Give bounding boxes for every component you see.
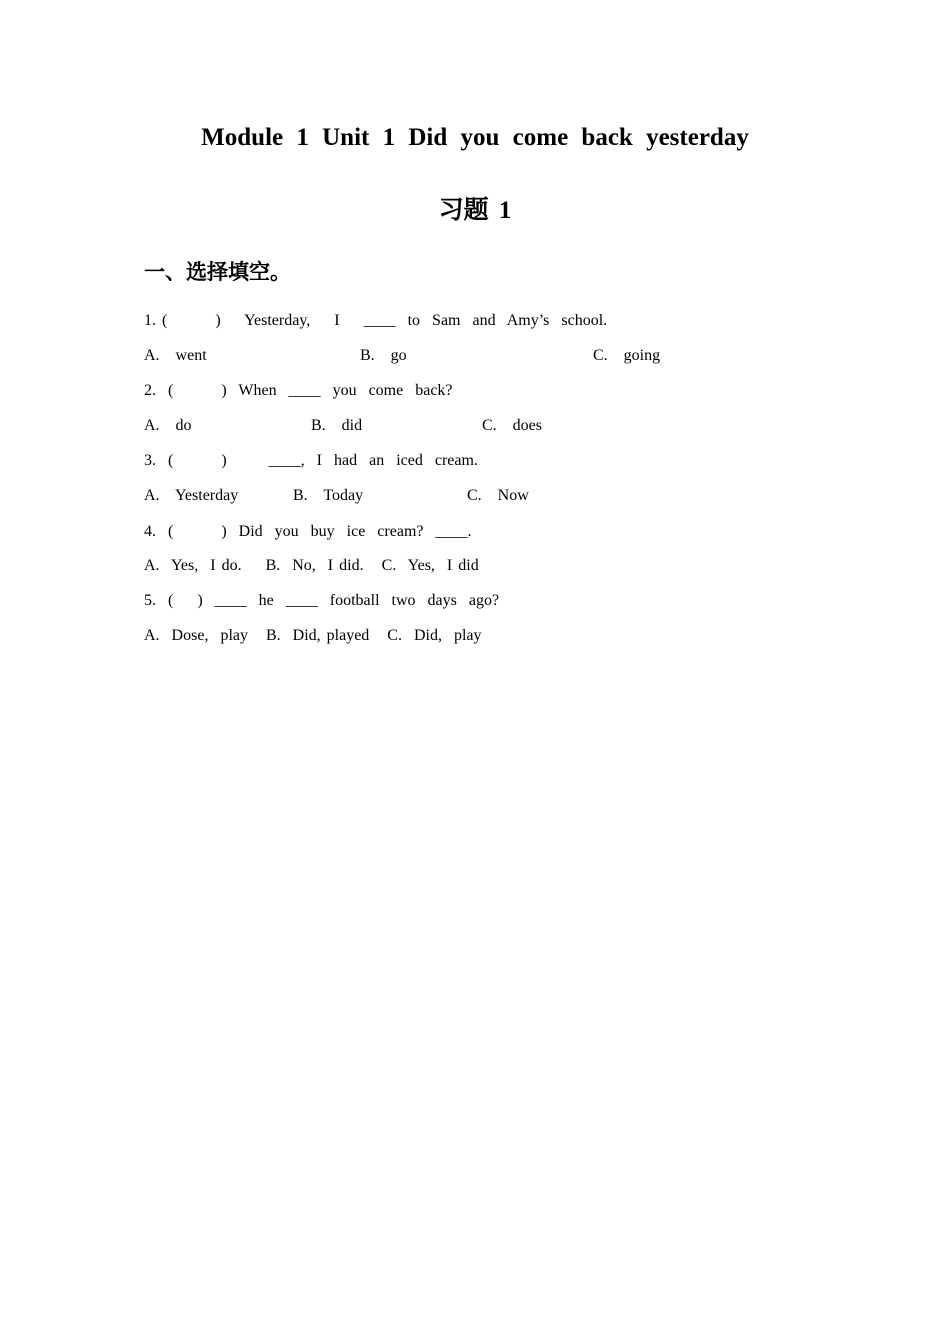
document-subtitle: 习题 1 [438,197,512,224]
question-1-option-c: C. going [593,347,661,364]
document-title: Module 1 Unit 1 Did you come back yesterday [201,124,749,151]
question-3-option-a: A. Yesterday [144,487,239,504]
question-5-stem: 5. ( ) ____ he ____ football two days ago? [144,592,500,609]
question-4-options: A. Yes, I do. B. No, I did. C. Yes, I did [144,557,479,574]
question-1-option-a: A. went [144,347,207,364]
question-3-option-c: C. Now [467,487,529,504]
question-4-stem: 4. ( ) Did you buy ice cream? ____. [144,523,472,540]
question-2-option-b: B. did [311,417,363,434]
question-2-stem: 2. ( ) When ____ you come back? [144,382,453,399]
question-2-option-a: A. do [144,417,192,434]
question-3-stem: 3. ( ) ____, I had an iced cream. [144,452,478,469]
question-5-options: A. Dose, play B. Did, played C. Did, play [144,627,482,644]
question-1-option-b: B. go [360,347,407,364]
question-2-option-c: C. does [482,417,542,434]
question-1-stem: 1. ( ) Yesterday, I ____ to Sam and Amy’s school. [144,312,608,329]
question-3-option-b: B. Today [293,487,364,504]
section-heading: 一、选择填空。 [144,260,291,284]
